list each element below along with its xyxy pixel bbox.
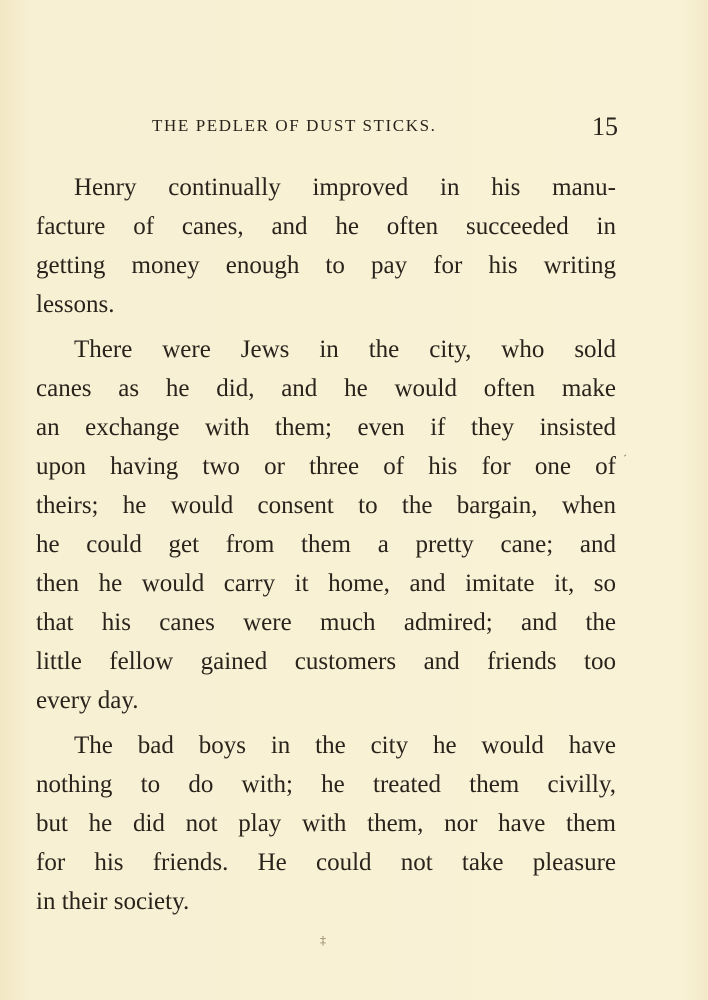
signature-mark: ‡	[320, 933, 326, 947]
page-header	[152, 112, 622, 146]
text-line: The bad boys in the city he would have	[74, 732, 616, 759]
text-line: lessons.	[36, 291, 115, 318]
text-line: that his canes were much admired; and the	[36, 609, 616, 636]
text-line: little fellow gained customers and friends too	[36, 648, 616, 675]
text-line: he could get from them a pretty cane; and	[36, 531, 616, 558]
text-line: canes as he did, and he would often make	[36, 375, 616, 402]
text-line: getting money enough to pay for his writing	[36, 252, 616, 279]
text-line: every day.	[36, 687, 139, 714]
text-line: theirs; he would consent to the bargain, when	[36, 492, 616, 519]
text-line: facture of canes, and he often succeeded in	[36, 213, 616, 240]
text-line: upon having two or three of his for one of	[36, 453, 616, 480]
running-title: THE PEDLER OF DUST STICKS.	[152, 116, 437, 135]
text-line: Henry continually improved in his manu-	[74, 174, 616, 201]
text-line: in their society.	[36, 888, 190, 915]
text-line: There were Jews in the city, who sold	[74, 336, 616, 363]
text-line: for his friends. He could not take pleasure	[36, 849, 616, 876]
paragraph	[36, 726, 616, 921]
text-line: but he did not play with them, nor have them	[36, 810, 616, 837]
body-text	[36, 168, 616, 921]
text-line: nothing to do with; he treated them civilly,	[36, 771, 616, 798]
paragraph	[36, 330, 616, 720]
text-line: an exchange with them; even if they insisted	[36, 414, 616, 441]
paragraph	[36, 168, 616, 324]
stray-mark: ˊ	[623, 452, 627, 466]
page-number: 15	[592, 112, 618, 141]
text-line: then he would carry it home, and imitate it, so	[36, 570, 616, 597]
